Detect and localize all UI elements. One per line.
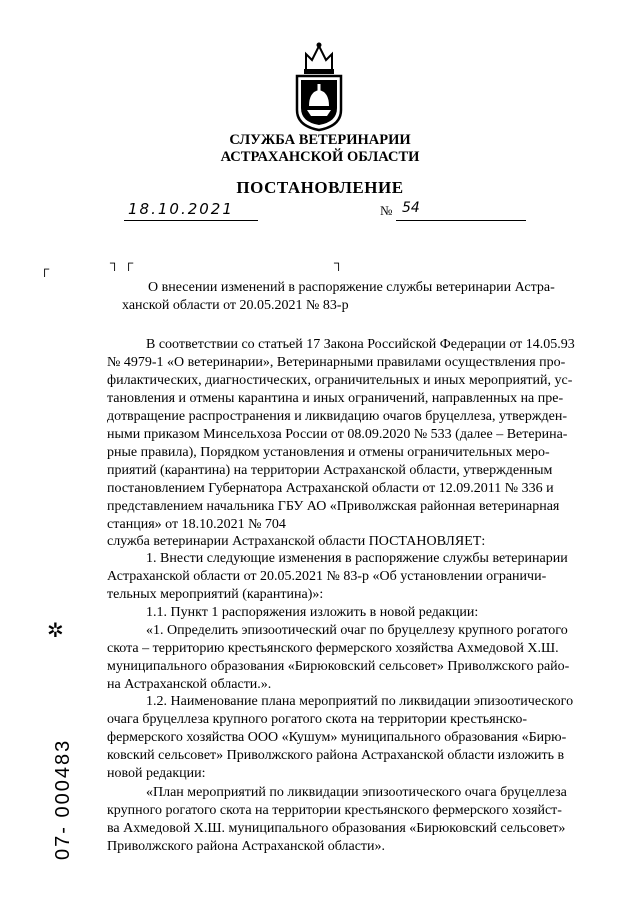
body-line: Приволжского района Астраханской области». [107, 839, 386, 854]
body-line: тановления и отмены карантина и иных ограничений, направленных на пре- [107, 391, 564, 406]
corner-bracket-right: ┐ [334, 255, 344, 270]
body-line: дотвращение распространения и ликвидацию очагов бруцеллеза, утвержден- [107, 409, 568, 424]
body-line: скота – территорию крестьянского фермерского хозяйства Ахмедовой Х.Ш. [107, 641, 559, 656]
corner-bracket-left-inner2: ┌ [124, 255, 134, 270]
body-line: станция» от 18.10.2021 № 704 [107, 517, 286, 532]
organization-name-line1: СЛУЖБА ВЕТЕРИНАРИИ [229, 132, 411, 148]
body-line: на Астраханской области.». [107, 677, 272, 692]
body-line: 1. Внести следующие изменения в распоряжение службы ветеринарии [146, 551, 568, 566]
side-asterisk-mark: ✲ [47, 618, 64, 642]
body-line: В соответствии со статьей 17 Закона Российской Федерации от 14.05.93 [146, 337, 575, 352]
corner-bracket-left: ┌ [40, 261, 50, 276]
body-line: ными приказом Минсельхоза России от 08.09.2020 № 533 (далее – Ветерина- [107, 427, 568, 442]
body-line: ва Ахмедовой Х.Ш. муниципального образования «Бирюковский сельсовет» [107, 821, 566, 836]
body-line: служба ветеринарии Астраханской области ПОСТАНОВЛЯЕТ: [107, 534, 486, 549]
document-type-title: ПОСТАНОВЛЕНИЕ [236, 178, 404, 197]
body-line: ковский сельсовет» Приволжского района Астраханской области изложить в [107, 748, 565, 763]
corner-bracket-left-inner1: ┐ [110, 255, 120, 270]
body-line: филактических, диагностических, ограничительных и иных мероприятий, ус- [107, 373, 573, 388]
body-line: рные правила), Порядком установления и отмены ограничительных меро- [107, 445, 550, 460]
organization-name-line2: АСТРАХАНСКОЙ ОБЛАСТИ [220, 149, 420, 165]
body-line: постановлением Губернатора Астраханской области от 12.09.2011 № 336 и [107, 481, 554, 496]
body-line: 1.1. Пункт 1 распоряжения изложить в новой редакции: [146, 605, 479, 620]
body-line: тельных мероприятий (карантина)»: [107, 587, 324, 602]
body-line: «1. Определить эпизоотический очаг по бруцеллезу крупного рогатого [146, 623, 568, 638]
body-line: 1.2. Наименование плана мероприятий по ликвидации эпизоотического [146, 694, 574, 709]
body-line: «План мероприятий по ликвидации эпизоотического очага бруцеллеза [146, 785, 567, 800]
coat-of-arms-emblem [292, 40, 346, 132]
body-line: крупного рогатого скота на территории крестьянского фермерского хозяйст- [107, 803, 562, 818]
body-line: фермерского хозяйства ООО «Кушум» муниципального образования «Бирю- [107, 730, 567, 745]
number-label: № [380, 203, 393, 218]
side-registration-number: 07- 000483 [52, 738, 74, 860]
subject-line1: О внесении изменений в распоряжение службы ветеринарии Астра- [148, 280, 555, 295]
document-number: 54 [402, 200, 420, 216]
body-line: муниципального образования «Бирюковский сельсовет» Приволжского райо- [107, 659, 570, 674]
body-line: очага бруцеллеза крупного рогатого скота на территории крестьянско- [107, 712, 528, 727]
subject-line2: ханской области от 20.05.2021 № 83-р [122, 298, 349, 313]
body-line: приятий (карантина) на территории Астраханской области, утвержденным [107, 463, 553, 478]
body-line: № 4979-1 «О ветеринарии», Ветеринарными правилами осуществления про- [107, 355, 566, 370]
number-underline [396, 220, 526, 221]
date-underline [124, 220, 258, 221]
body-line: новой редакции: [107, 766, 206, 781]
body-line: Астраханской области от 20.05.2021 № 83-р «Об установлении ограничи- [107, 569, 547, 584]
document-date: 18.10.2021 [128, 200, 234, 218]
body-line: представлением начальника ГБУ АО «Приволжская районная ветеринарная [107, 499, 560, 514]
